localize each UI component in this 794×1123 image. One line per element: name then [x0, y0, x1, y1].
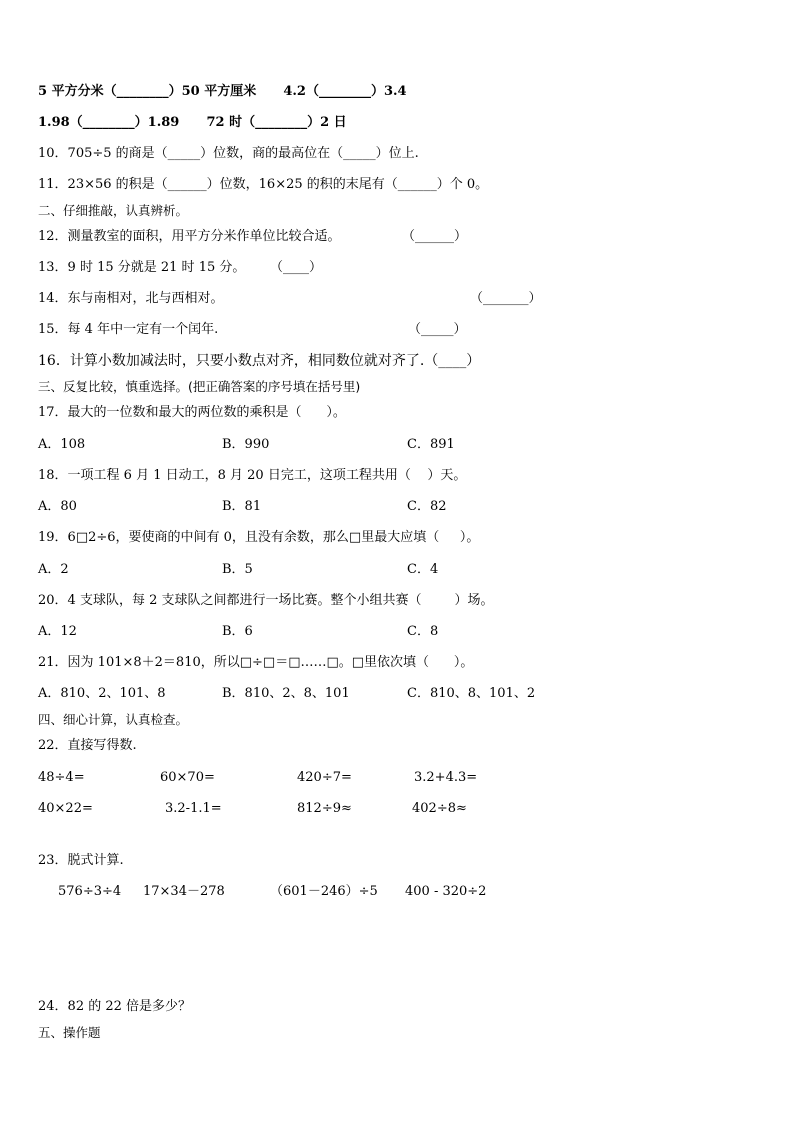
- calc22-r1-c1: 48÷4=: [38, 770, 85, 785]
- q19-option-c: C．4: [407, 562, 439, 577]
- question-14-blank: （_______）: [470, 291, 542, 306]
- question-17: 17．最大的一位数和最大的两位数的乘积是（ ）。: [38, 405, 346, 420]
- section-4-heading: 四、细心计算，认真检查。: [38, 712, 189, 727]
- question-12-blank: （______）: [402, 229, 468, 244]
- calc23-item-4: 400 - 320÷2: [405, 884, 487, 899]
- q20-option-a: A．12: [38, 624, 77, 639]
- compare-line-2: 1.98（________）1.89 72 时（________）2 日: [38, 115, 347, 130]
- question-23: 23．脱式计算.: [38, 853, 124, 868]
- question-13: 13．9 时 15 分就是 21 时 15 分。: [38, 260, 246, 275]
- question-10: 10．705÷5 的商是（_____）位数，商的最高位在（_____）位上.: [38, 146, 419, 161]
- q21-option-b: B．810、2、8、101: [222, 686, 350, 701]
- calc22-r1-c2: 60×70=: [160, 770, 215, 785]
- calc23-item-3: （601－246）÷5: [270, 884, 378, 899]
- section-5-heading: 五、操作题: [38, 1025, 101, 1040]
- q20-option-b: B．6: [222, 624, 253, 639]
- q21-option-c: C．810、8、101、2: [407, 686, 536, 701]
- q21-option-a: A．810、2、101、8: [38, 686, 166, 701]
- q18-option-a: A．80: [38, 499, 77, 514]
- question-14: 14．东与南相对，北与西相对。: [38, 291, 224, 306]
- calc22-r2-c4: 402÷8≈: [412, 801, 467, 816]
- calc23-item-1: 576÷3÷4: [58, 884, 122, 899]
- question-15: 15．每 4 年中一定有一个闰年.: [38, 322, 219, 337]
- question-16: 16．计算小数加减法时，只要小数点对齐，相同数位就对齐了.（____）: [38, 353, 481, 369]
- q17-option-c: C．891: [407, 437, 455, 452]
- question-24: 24．82 的 22 倍是多少？: [38, 999, 192, 1014]
- q20-option-c: C．8: [407, 624, 439, 639]
- calc22-r2-c2: 3.2-1.1=: [165, 801, 222, 816]
- calc22-r1-c4: 3.2+4.3=: [414, 770, 478, 785]
- compare-line-1: 5 平方分米（________）50 平方厘米 4.2（________）3.4: [38, 84, 407, 99]
- question-13-blank: （____）: [270, 260, 323, 275]
- section-3-heading: 三、反复比较，慎重选择。(把正确答案的序号填在括号里): [38, 379, 361, 394]
- question-15-blank: （_____）: [408, 322, 467, 337]
- q19-option-b: B．5: [222, 562, 253, 577]
- q19-option-a: A．2: [38, 562, 69, 577]
- q17-option-b: B．990: [222, 437, 270, 452]
- question-21: 21．因为 101×8＋2＝810，所以□÷□＝□……□。□里依次填（ ）。: [38, 655, 474, 670]
- question-22: 22．直接写得数.: [38, 738, 137, 753]
- q17-option-a: A．108: [38, 437, 86, 452]
- question-19: 19．6□2÷6，要使商的中间有 0，且没有余数，那么□里最大应填（ ）。: [38, 530, 480, 545]
- section-2-heading: 二、仔细推敲，认真辨析。: [38, 203, 189, 218]
- calc23-item-2: 17×34－278: [143, 884, 225, 899]
- calc22-r1-c3: 420÷7=: [297, 770, 352, 785]
- question-18: 18．一项工程 6 月 1 日动工，8 月 20 日完工，这项工程共用（ ）天。: [38, 468, 467, 483]
- question-20: 20．4 支球队，每 2 支球队之间都进行一场比赛。整个小组共赛（ ）场。: [38, 593, 494, 608]
- question-12: 12．测量教室的面积，用平方分米作单位比较合适。: [38, 229, 341, 244]
- calc22-r2-c3: 812÷9≈: [297, 801, 352, 816]
- q18-option-b: B．81: [222, 499, 262, 514]
- calc22-r2-c1: 40×22=: [38, 801, 93, 816]
- question-11: 11．23×56 的积是（______）位数，16×25 的积的末尾有（______）个 0。: [38, 177, 489, 192]
- q18-option-c: C．82: [407, 499, 447, 514]
